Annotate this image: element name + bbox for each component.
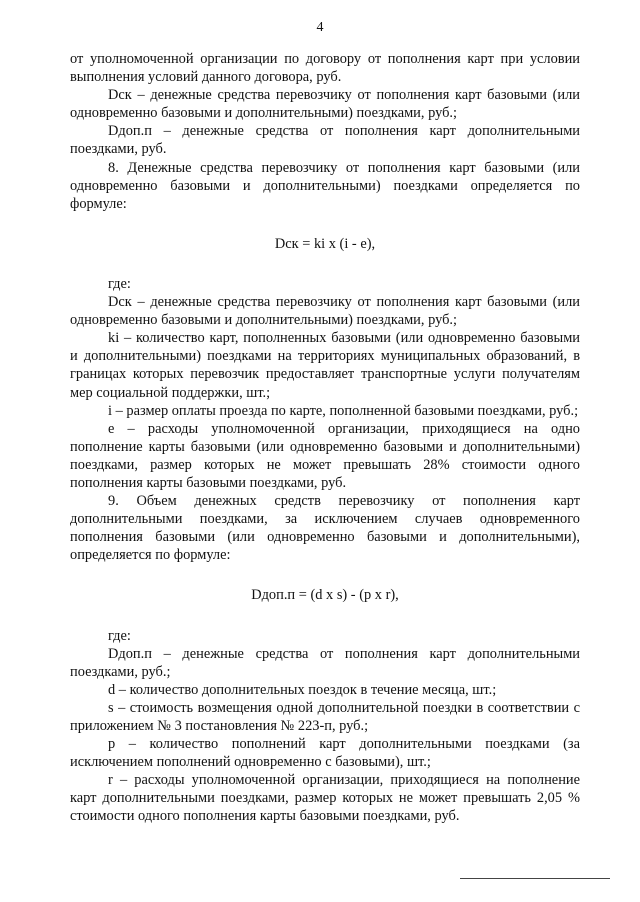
- definition-ddop-2: Dдоп.п – денежные средства от пополнения карт дополнительными поездками, руб.;: [70, 645, 580, 680]
- paragraph-continuation: от уполномоченной организации по договору от пополнения карт при условии выполнения условий данного договора, руб.: [70, 51, 580, 86]
- definition-d: d – количество дополнительных поездок в течение месяца, шт.;: [108, 681, 497, 698]
- definition-ki: ki – количество карт, пополненных базовыми (или одновременно базовыми и дополнительными) поездками на территориях муниципальных образований, в границах которых перевозчик предоставляет транспортные услуги получателям мер социальной поддержки, шт.;: [70, 330, 580, 401]
- definition-i: i – размер оплаты проезда по карте, пополненной базовыми поездками, руб.;: [108, 402, 579, 419]
- clause-8: 8. Денежные средства перевозчику от пополнения карт базовыми (или одновременно базовыми и дополнительными) поездками определяется по формуле:: [70, 159, 580, 212]
- page-number: 4: [316, 20, 324, 35]
- definition-s: s – стоимость возмещения одной дополнительной поездки в соответствии с приложением № 3 постановления № 223-п, руб.;: [70, 699, 580, 734]
- definition-r: r – расходы уполномоченной организации, приходящиеся на пополнение карт дополнительными поездками, размер которых не может превышать 2,05 % стоимости одного пополнения карты базовыми поездками, руб.: [70, 772, 580, 825]
- definition-dsk: Dск – денежные средства перевозчику от пополнения карт базовыми (или одновременно базовыми и дополнительными) поездками, руб.;: [70, 87, 580, 122]
- definition-ddop: Dдоп.п – денежные средства от пополнения карт дополнительными поездками, руб.: [70, 123, 580, 158]
- formula-dsk: Dск = ki x (i - e),: [274, 235, 376, 252]
- clause-9: 9. Объем денежных средств перевозчику от пополнения карт дополнительными поездками, за исключением случаев одновременного пополнения базовыми (или одновременно базовыми и дополнительными), определяется по формуле:: [70, 493, 580, 564]
- definition-p: p – количество пополнений карт дополнительными поездками (за исключением пополнений одновременно с базовыми), шт.;: [70, 736, 580, 771]
- footer-rule: [460, 878, 610, 879]
- where-label: где:: [108, 275, 131, 292]
- definition-e: e – расходы уполномоченной организации, приходящиеся на одно пополнение карты базовыми (или одновременно базовыми и дополнительными) поездками, размер которых не может превышать 28% стоимости одного пополнения карты базовыми поездками, руб.: [70, 420, 580, 491]
- where-label-2: где:: [108, 627, 131, 644]
- document-body: [70, 50, 580, 826]
- definition-dsk-2: Dск – денежные средства перевозчику от пополнения карт базовыми (или одновременно базовыми и дополнительными) поездками, руб.;: [70, 294, 580, 329]
- formula-ddop: Dдоп.п = (d x s) - (p x r),: [251, 587, 399, 604]
